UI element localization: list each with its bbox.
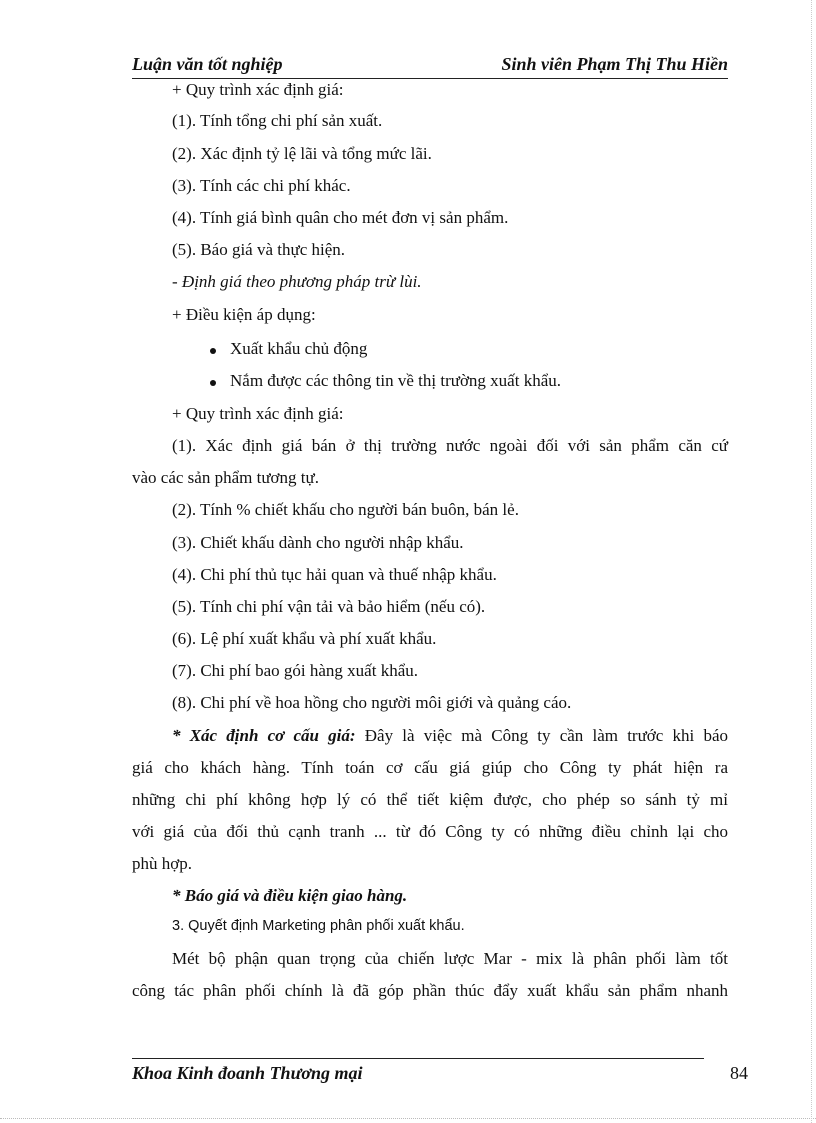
text-line: (6). Lệ phí xuất khẩu và phí xuất khẩu. [172,629,437,648]
bullet-icon [210,380,216,386]
paragraph-line [132,726,728,746]
text-line: (3). Tính các chi phí khác. [172,176,351,195]
paragraph-text: Đây là việc mà Công ty cần làm trước khi báo [355,726,728,745]
paragraph-line: giá cho khách hàng. Tính toán cơ cấu giá giúp cho Công ty phát hiện ra [132,758,728,777]
text-line: + Quy trình xác định giá: [172,80,344,99]
text-line: (3). Chiết khấu dành cho người nhập khẩu. [172,533,464,552]
page-edge [811,0,812,1123]
footer-divider [132,1058,704,1059]
text-line: (5). Tính chi phí vận tải và bảo hiểm (nếu có). [172,597,486,616]
text-line: (5). Báo giá và thực hiện. [172,240,346,259]
section-heading: 3. Quyết định Marketing phân phối xuất khẩu. [172,918,465,934]
text-line: (8). Chi phí về hoa hồng cho người môi giới và quảng cáo. [172,693,572,712]
text-line: (2). Tính % chiết khấu cho người bán buôn, bán lẻ. [172,500,519,519]
text-line: (1). Xác định giá bán ở thị trường nước ngoài đối với sản phẩm căn cứ [172,436,728,455]
list-item-text: Xuất khẩu chủ động [230,339,368,358]
page-number: 84 [730,1063,748,1083]
text-line: (4). Chi phí thủ tục hải quan và thuế nhập khẩu. [172,565,497,584]
text-line: + Quy trình xác định giá: [172,404,344,423]
text-line: vào các sản phẩm tương tự. [132,468,319,487]
list-item [200,339,368,359]
paragraph-line: công tác phân phối chính là đã góp phần thúc đẩy xuất khẩu sản phẩm nhanh [132,981,728,1000]
text-line: (2). Xác định tỷ lệ lãi và tổng mức lãi. [172,144,432,163]
paragraph-line: Mét bộ phận quan trọng của chiến lược Mar - mix là phân phối làm tốt [172,949,728,968]
section-heading: * Báo giá và điều kiện giao hàng. [172,886,408,905]
text-line: - Định giá theo phương pháp trừ lùi. [172,272,422,291]
bullet-icon [210,348,216,354]
page-edge [0,1118,816,1119]
paragraph-line: những chi phí không hợp lý có thể tiết kiệm được, cho phép so sánh tỷ mỉ [132,790,728,809]
list-item-text: Nắm được các thông tin về thị trường xuất khẩu. [230,371,561,390]
paragraph-line: phù hợp. [132,854,192,873]
text-line: + Điều kiện áp dụng: [172,305,316,324]
paragraph-line: với giá của đối thủ cạnh tranh ... từ đó Công ty có những điều chỉnh lại cho [132,822,728,841]
header-divider [132,78,728,79]
text-line: (7). Chi phí bao gói hàng xuất khẩu. [172,661,418,680]
text-line: (1). Tính tổng chi phí sản xuất. [172,111,383,130]
footer-left: Khoa Kinh đoanh Thương mại [132,1063,363,1083]
section-lead: * Xác định cơ cấu giá: [172,726,356,745]
text-line: (4). Tính giá bình quân cho mét đơn vị sản phẩm. [172,208,509,227]
list-item [200,371,561,391]
header-right: Sinh viên Phạm Thị Thu Hiền [501,54,728,74]
header-left: Luận văn tốt nghiệp [132,54,283,74]
